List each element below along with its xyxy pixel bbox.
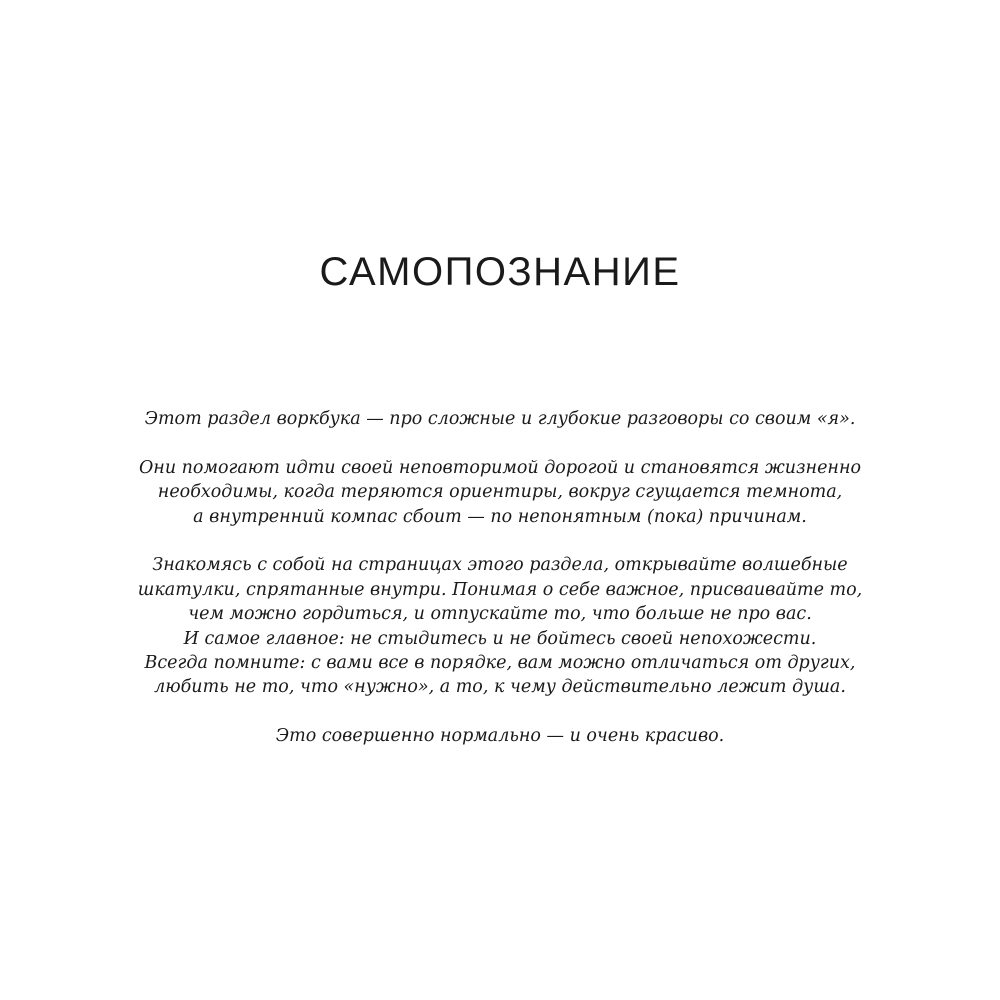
text-line: Этот раздел воркбука — про сложные и глубокие разговоры со своим «я». [144, 409, 856, 429]
text-line: Это совершенно нормально — и очень красиво. [275, 726, 725, 747]
page-title: САМОПОЗНАНИЕ [319, 250, 681, 294]
paragraph-guidance [100, 553, 900, 699]
body-text [100, 407, 900, 749]
text-line: чем можно гордиться, и отпускайте то, что больше не про вас. [188, 604, 812, 625]
text-line: шкатулки, спрятанные внутри. Понимая о себе важное, присваивайте то, [137, 579, 863, 600]
text-line: а внутренний компас сбоит — по непонятным (пока) причинам. [193, 506, 807, 527]
text-line: необходимы, когда теряются ориентиры, вокруг сгущается темнота, [157, 482, 843, 503]
text-line: И самое главное: не стыдитесь и не бойтесь своей непохожести. [183, 628, 817, 649]
paragraph-purpose [100, 456, 900, 529]
text-line: Они помогают идти своей неповторимой дорогой и становятся жизненно [138, 457, 862, 478]
text-line: Всегда помните: с вами все в порядке, вам можно отличаться от других, [144, 653, 856, 674]
text-line: любить не то, что «нужно», а то, к чему действительно лежит душа. [154, 677, 846, 698]
paragraph-closing [100, 724, 900, 748]
paragraph-intro [100, 407, 900, 431]
text-line: Знакомясь с собой на страницах этого раздела, открывайте волшебные [152, 555, 848, 576]
